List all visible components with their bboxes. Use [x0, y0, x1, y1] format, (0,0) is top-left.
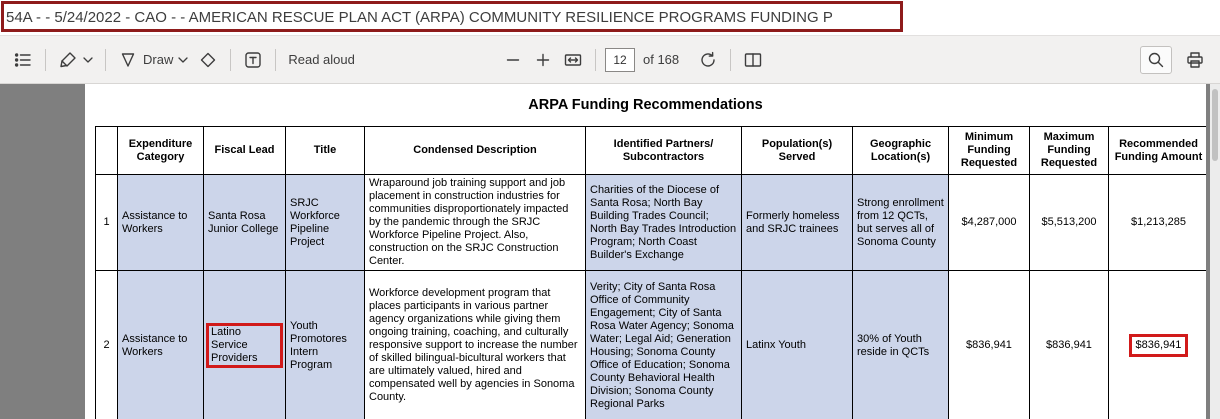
cell-expenditure-category: Assistance to Workers	[118, 175, 204, 271]
rotate-icon	[698, 50, 718, 70]
col-header-identified-partners: Identified Partners/ Subcontractors	[586, 127, 742, 175]
cell-identified-partners: Charities of the Diocese of Santa Rosa; North Bay Building Trades Council; North Bay Trades Introduction Program; North Coast Builder's Exchange	[586, 175, 742, 271]
cell-title: SRJC Workforce Pipeline Project	[286, 175, 365, 271]
cell-identified-partners: Verity; City of Santa Rosa Office of Community Engagement; City of Santa Rosa Water Agency; Sonoma Water; Legal Aid; Generation Housing; Sonoma County Office of Education; Sonoma County Behavioral Health Division; Sonoma County Regional Parks	[586, 271, 742, 419]
draw-label: Draw	[143, 52, 174, 67]
toolbar-separator	[45, 49, 46, 71]
highlight-tool-button[interactable]	[53, 45, 98, 75]
toolbar-separator	[730, 49, 731, 71]
col-header-index	[96, 127, 118, 175]
page-view-button[interactable]	[738, 45, 768, 75]
chevron-down-icon	[83, 57, 93, 63]
document-heading: ARPA Funding Recommendations	[528, 97, 763, 113]
read-aloud-label: Read aloud	[288, 52, 355, 67]
toolbar-separator	[595, 49, 596, 71]
cell-geographic-location: Strong enrollment from 12 QCTs, but serves all of Sonoma County	[853, 175, 949, 271]
eraser-icon	[198, 50, 218, 70]
rotate-pages-button[interactable]	[693, 45, 723, 75]
col-header-expenditure-category: Expenditure Category	[118, 127, 204, 175]
cell-geographic-location: 30% of Youth reside in QCTs	[853, 271, 949, 419]
window-title-bar	[0, 0, 1220, 36]
page-view-icon	[743, 50, 763, 70]
funding-table	[95, 126, 1206, 419]
document-canvas	[0, 84, 1220, 419]
text-icon	[243, 50, 263, 70]
toolbar-right-group	[1140, 36, 1210, 83]
minus-icon	[503, 50, 523, 70]
zoom-out-button[interactable]	[498, 45, 528, 75]
toolbar-separator	[105, 49, 106, 71]
add-text-button[interactable]	[238, 45, 268, 75]
col-header-condensed-description: Condensed Description	[365, 127, 586, 175]
document-title: 54A - - 5/24/2022 - CAO - - AMERICAN RESCUE PLAN ACT (ARPA) COMMUNITY RESILIENCE PROGRAMS FUNDING P	[6, 9, 833, 26]
page-number-input[interactable]	[605, 48, 635, 72]
pdf-page	[85, 84, 1206, 419]
cell-row-number: 1	[96, 175, 118, 271]
cell-minimum-funding: $836,941	[949, 271, 1030, 419]
cell-condensed-description: Workforce development program that places participants in various partner agency organizations while giving them ongoing training, coaching, and culturally responsive support to increase the number of skilled bilingual-bicultural workers that are ultimately valued, hired and compensated well by agencies in Sonoma County.	[365, 271, 586, 419]
pdf-toolbar	[0, 36, 1220, 84]
toolbar-left-group	[8, 45, 360, 75]
table-header-row	[96, 127, 1207, 175]
read-aloud-button[interactable]	[283, 45, 360, 75]
red-annotation-box-recommended-funding: $836,941	[1129, 334, 1189, 357]
pen-icon	[118, 50, 138, 70]
cell-row-number: 2	[96, 271, 118, 419]
col-header-title: Title	[286, 127, 365, 175]
col-header-minimum-funding: Minimum Funding Requested	[949, 127, 1030, 175]
cell-population-served: Latinx Youth	[742, 271, 853, 419]
cell-minimum-funding: $4,287,000	[949, 175, 1030, 271]
red-annotation-box-fiscal-lead: Latino Service Providers	[206, 323, 283, 368]
search-button[interactable]	[1140, 46, 1172, 74]
highlighter-icon	[58, 50, 78, 70]
table-row	[96, 271, 1207, 419]
col-header-fiscal-lead: Fiscal Lead	[204, 127, 286, 175]
page-count-label: of 168	[643, 52, 680, 67]
col-header-recommended-funding: Recommended Funding Amount	[1109, 127, 1207, 175]
cell-expenditure-category: Assistance to Workers	[118, 271, 204, 419]
cell-maximum-funding: $836,941	[1030, 271, 1109, 419]
draw-tool-button[interactable]	[113, 45, 193, 75]
toolbar-center-group	[498, 36, 768, 83]
erase-tool-button[interactable]	[193, 45, 223, 75]
chevron-down-icon	[178, 57, 188, 63]
zoom-in-button[interactable]	[528, 45, 558, 75]
print-button[interactable]	[1180, 45, 1210, 75]
cell-fiscal-lead	[204, 271, 286, 419]
fit-to-width-button[interactable]	[558, 45, 588, 75]
col-header-geographic-location: Geographic Location(s)	[853, 127, 949, 175]
table-of-contents-button[interactable]	[8, 45, 38, 75]
cell-recommended-funding	[1109, 271, 1207, 419]
cell-maximum-funding: $5,513,200	[1030, 175, 1109, 271]
table-of-contents-icon	[13, 50, 33, 70]
table-row	[96, 175, 1207, 271]
fit-width-icon	[563, 50, 583, 70]
cell-population-served: Formerly homeless and SRJC trainees	[742, 175, 853, 271]
cell-recommended-funding: $1,213,285	[1109, 175, 1207, 271]
toolbar-separator	[230, 49, 231, 71]
magnifier-icon	[1146, 50, 1166, 70]
cell-fiscal-lead: Santa Rosa Junior College	[204, 175, 286, 271]
col-header-population-served: Population(s) Served	[742, 127, 853, 175]
col-header-maximum-funding: Maximum Funding Requested	[1030, 127, 1109, 175]
cell-condensed-description: Wraparound job training support and job placement in construction industries for communities disproportionately impacted by the pandemic through the SRJC Workforce Pipeline Project. Also, construction on the SRJC Construction Center.	[365, 175, 586, 271]
plus-icon	[533, 50, 553, 70]
vertical-scrollbar[interactable]	[1210, 84, 1220, 419]
scrollbar-thumb[interactable]	[1212, 89, 1218, 161]
cell-title: Youth Promotores Intern Program	[286, 271, 365, 419]
printer-icon	[1185, 50, 1205, 70]
toolbar-separator	[275, 49, 276, 71]
